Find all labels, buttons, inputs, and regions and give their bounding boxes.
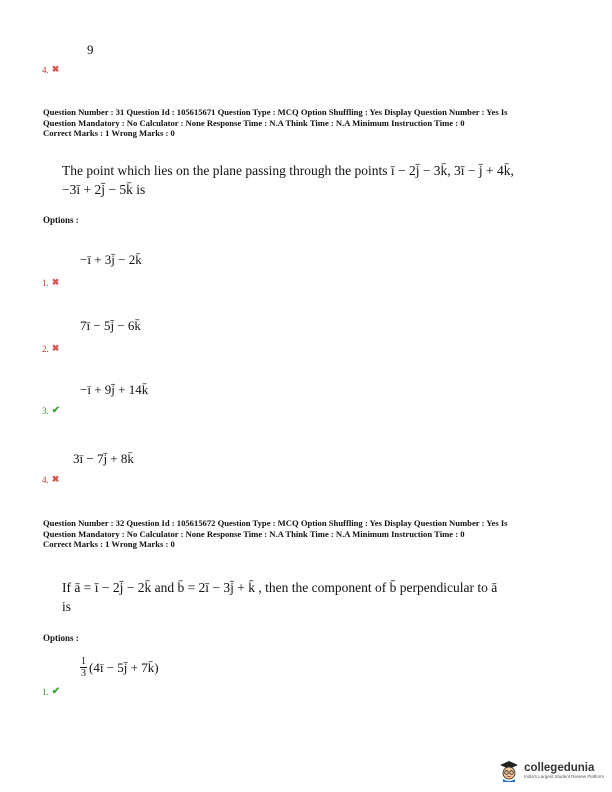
logo-text [524, 762, 604, 779]
option-3-number [42, 405, 60, 416]
option-3-expression: −ī + 9j̄ + 14k̄ [80, 382, 149, 397]
option-number-label: 3. [42, 405, 49, 416]
option-number-label: 1. [42, 686, 49, 697]
meta-line: Correct Marks : 1 Wrong Marks : 0 [43, 128, 175, 138]
brand-tagline: India's Largest Student Review Platform [524, 773, 604, 779]
cross-icon: ✖ [51, 277, 60, 287]
previous-option-number [42, 64, 59, 75]
cross-icon: ✖ [51, 474, 60, 484]
options-label: Options : [43, 633, 79, 643]
meta-line: Question Number : 31 Question Id : 105615671 Question Type : MCQ Option Shuffling : Yes Display Question Number : Yes Is [43, 107, 508, 117]
previous-option-value: 9 [87, 42, 94, 57]
cross-icon: ✖ [51, 64, 60, 74]
question-text-line: −3ī + 2j̄ − 5k̄ is [62, 182, 146, 197]
cross-icon: ✖ [51, 343, 60, 353]
question-31-text [62, 161, 542, 199]
option-number-label: 4. [42, 64, 49, 75]
fraction [80, 656, 87, 679]
option-1-expression: −ī + 3j̄ − 2k̄ [80, 252, 142, 267]
brand-name: collegedunia [524, 761, 595, 774]
check-icon: ✔ [51, 686, 61, 697]
meta-line: Correct Marks : 1 Wrong Marks : 0 [43, 539, 175, 549]
collegedunia-logo [498, 758, 604, 782]
fraction-denominator: 3 [81, 668, 86, 679]
option-1-expression [80, 656, 159, 679]
option-expression-text: (4ī − 5j̄ + 7k̄) [89, 659, 159, 675]
options-label: Options : [43, 215, 79, 225]
fraction-numerator: 1 [81, 656, 86, 667]
question-text-line: is [62, 599, 72, 614]
meta-line: Question Number : 32 Question Id : 105615672 Question Type : MCQ Option Shuffling : Yes Display Question Number : Yes Is [43, 518, 508, 528]
mascot-icon [498, 758, 520, 782]
option-number-label: 4. [42, 474, 49, 485]
option-1-number [42, 686, 60, 697]
option-2-number [42, 343, 59, 354]
option-4-number [42, 474, 59, 485]
question-32-meta [43, 518, 583, 550]
option-4-expression: 3ī − 7j̄ + 8k̄ [73, 451, 134, 466]
question-32-text [62, 578, 542, 616]
check-icon: ✔ [51, 405, 61, 416]
option-2-expression: 7ī − 5j̄ − 6k̄ [80, 318, 141, 333]
question-text-line: If ā = ī − 2j̄ − 2k̄ and b̄ = 2ī − 3j̄ + k̄ , then the component of b̄ perpendicular to ā [62, 580, 498, 595]
meta-line: Question Mandatory : No Calculator : None Response Time : N.A Think Time : N.A Minimum Instruction Time : 0 [43, 528, 465, 539]
option-number-label: 1. [42, 277, 49, 288]
option-number-label: 2. [42, 343, 49, 354]
option-1-number [42, 277, 59, 288]
meta-line: Question Mandatory : No Calculator : None Response Time : N.A Think Time : N.A Minimum Instruction Time : 0 [43, 117, 465, 128]
question-31-meta [43, 107, 583, 139]
question-text-line: The point which lies on the plane passing through the points ī − 2j̄ − 3k̄, 3ī − j̄ + 4k̄, [62, 163, 514, 178]
